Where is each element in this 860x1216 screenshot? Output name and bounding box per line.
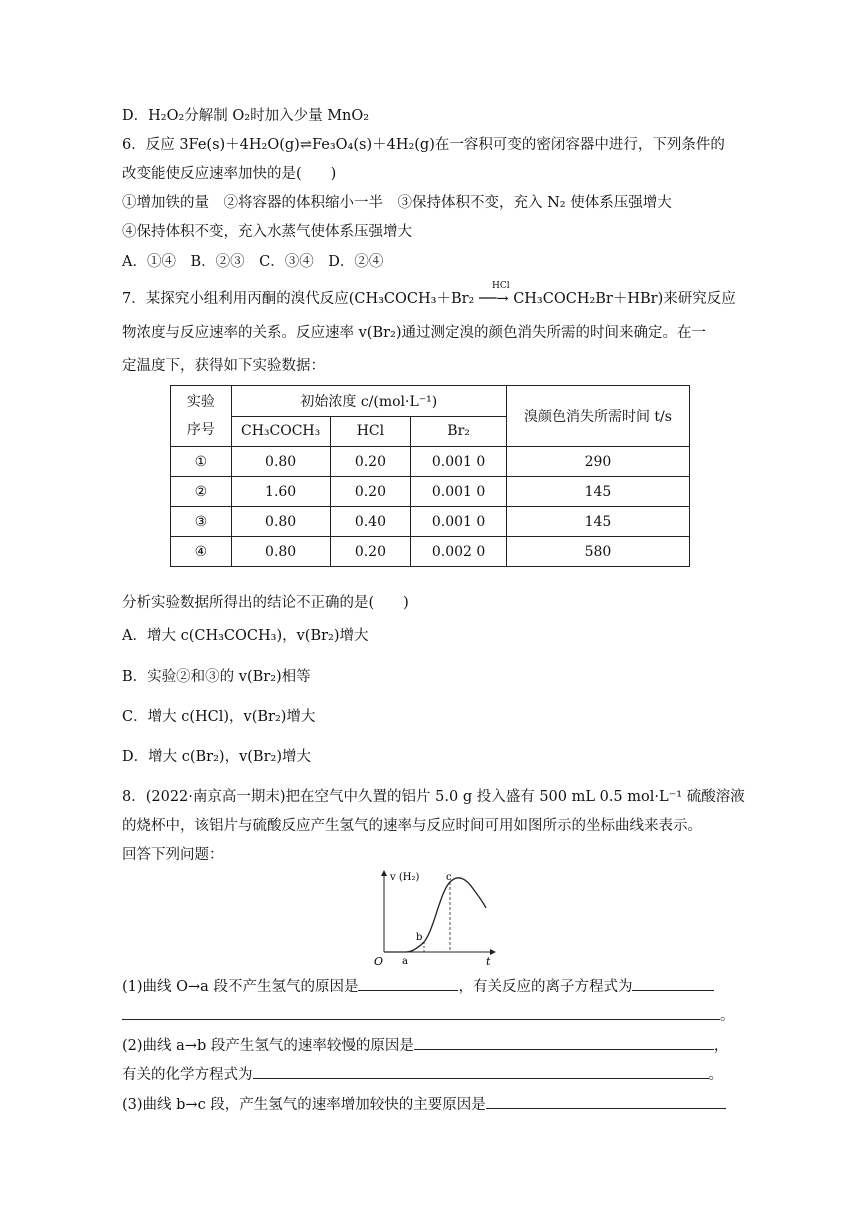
- table-row: [171, 537, 690, 567]
- table-header-hcl: HCl: [330, 416, 411, 447]
- q8-sub1-end: 。: [720, 1008, 735, 1024]
- q8-sub2-prefix: (2)曲线 a→b 段产生氢气的速率较慢的原因是: [122, 1038, 414, 1054]
- q6-stem-line2: 改变能使反应速率加快的是( ): [122, 166, 337, 182]
- answer-blank[interactable]: [122, 1005, 720, 1020]
- q6-options: A．①④ B．②③ C．③④ D．②④: [122, 254, 384, 270]
- table-cell: 0.40: [330, 507, 411, 537]
- q8-sub3-prefix: (3)曲线 b→c 段，产生氢气的速率增加较快的主要原因是: [122, 1097, 486, 1113]
- q8-sub2: [122, 1035, 728, 1056]
- table-cell: ④: [171, 537, 232, 567]
- q8-sub1: [122, 976, 714, 997]
- graph-point-a-label: a: [402, 956, 408, 967]
- table-cell: 0.80: [231, 507, 330, 537]
- q8-sub1-middle: ，有关反应的离子方程式为: [458, 979, 633, 995]
- q8-sub3: [122, 1094, 726, 1115]
- answer-blank[interactable]: [414, 1035, 714, 1050]
- graph-y-label: v (H₂): [390, 872, 420, 883]
- table-cell: 0.002 0: [411, 537, 507, 567]
- q8-sub2-end: 。: [708, 1067, 723, 1083]
- table-cell: ②: [171, 477, 232, 507]
- table-row: [171, 507, 690, 537]
- table-cell: 145: [506, 477, 689, 507]
- answer-blank[interactable]: [253, 1064, 709, 1079]
- experiment-data-table: [170, 385, 690, 567]
- q7-question: 分析实验数据所得出的结论不正确的是( ): [122, 595, 409, 611]
- q8-sub1-prefix: (1)曲线 O→a 段不产生氢气的原因是: [122, 979, 359, 995]
- table-cell: 580: [506, 537, 689, 567]
- q8-sub2-comma: ，: [713, 1038, 729, 1054]
- table-cell: 0.80: [231, 447, 330, 477]
- q7-catalyst-label: HCl: [492, 281, 510, 291]
- graph-point-c-label: c: [446, 872, 452, 883]
- table-cell: 0.001 0: [411, 477, 507, 507]
- q8-stem-line2: 的烧杯中，该铝片与硫酸反应产生氢气的速率与反应时间可用如图所示的坐标曲线来表示。: [122, 818, 702, 834]
- q7-option-d: D．增大 c(Br₂)，v(Br₂)增大: [122, 749, 311, 765]
- q6-conditions-line2: ④保持体积不变，充入水蒸气使体系压强增大: [122, 224, 412, 240]
- table-cell: 0.001 0: [411, 447, 507, 477]
- q8-stem-line3: 回答下列问题：: [122, 847, 224, 863]
- q8-sub1-cont: [122, 1005, 735, 1026]
- table-cell: 145: [506, 507, 689, 537]
- q7-stem-line3: 定温度下，获得如下实验数据：: [122, 358, 325, 374]
- q6-conditions-line1: ①增加铁的量 ②将容器的体积缩小一半 ③保持体积不变，充入 N₂ 使体系压强增大: [122, 195, 672, 211]
- q8-stem-line1: 8．(2022·南京高一期末)把在空气中久置的铝片 5.0 g 投入盛有 500 mL 0.5 mol·L⁻¹ 硫酸溶液: [122, 789, 745, 805]
- answer-blank[interactable]: [486, 1094, 726, 1109]
- table-cell: 0.20: [330, 477, 411, 507]
- table-cell: ③: [171, 507, 232, 537]
- table-header-acetone: CH₃COCH₃: [231, 416, 330, 447]
- q5-option-d: D．H₂O₂分解制 O₂时加入少量 MnO₂: [122, 108, 370, 124]
- table-row: [171, 477, 690, 507]
- table-cell: 0.20: [330, 537, 411, 567]
- table-header-experiment: [171, 386, 232, 447]
- table-header-br2: Br₂: [411, 416, 507, 447]
- q7-option-b: B．实验②和③的 v(Br₂)相等: [122, 669, 311, 685]
- table-header-concentration: 初始浓度 c/(mol·L⁻¹): [231, 386, 506, 417]
- table-row: [171, 447, 690, 477]
- answer-blank[interactable]: [632, 976, 714, 991]
- table-cell: 0.20: [330, 447, 411, 477]
- table-header-experiment-line2: 序号: [186, 422, 215, 438]
- table-cell: 1.60: [231, 477, 330, 507]
- answer-blank[interactable]: [358, 976, 458, 991]
- table-cell: 0.001 0: [411, 507, 507, 537]
- q7-stem-line1: 7．某探究小组利用丙酮的溴代反应(CH₃COCH₃＋Br₂ ──→ CH₃COCH₂Br＋HBr)来研究反应: [122, 291, 736, 307]
- q7-option-c: C．增大 c(HCl)，v(Br₂)增大: [122, 709, 316, 725]
- table-header-time: 溴颜色消失所需时间 t/s: [506, 386, 689, 447]
- q7-stem-line2: 物浓度与反应速率的关系。反应速率 v(Br₂)通过测定溴的颜色消失所需的时间来确定。在一: [122, 325, 707, 341]
- table-cell: ①: [171, 447, 232, 477]
- q8-sub2-middle: 有关的化学方程式为: [122, 1067, 253, 1083]
- graph-origin-label: O: [374, 955, 384, 968]
- q7-option-a: A．增大 c(CH₃COCH₃)，v(Br₂)增大: [122, 628, 369, 644]
- table-cell: 290: [506, 447, 689, 477]
- q6-stem-line1: 6．反应 3Fe(s)＋4H₂O(g)⇌Fe₃O₄(s)＋4H₂(g)在一容积可变的密闭容器中进行，下列条件的: [122, 137, 725, 153]
- table-header-experiment-line1: 实验: [186, 394, 215, 410]
- q8-sub2-cont: [122, 1064, 723, 1085]
- table-cell: 0.80: [231, 537, 330, 567]
- graph-point-b-label: b: [416, 932, 423, 943]
- graph-x-label: t: [486, 955, 491, 968]
- rate-time-graph: [370, 868, 500, 968]
